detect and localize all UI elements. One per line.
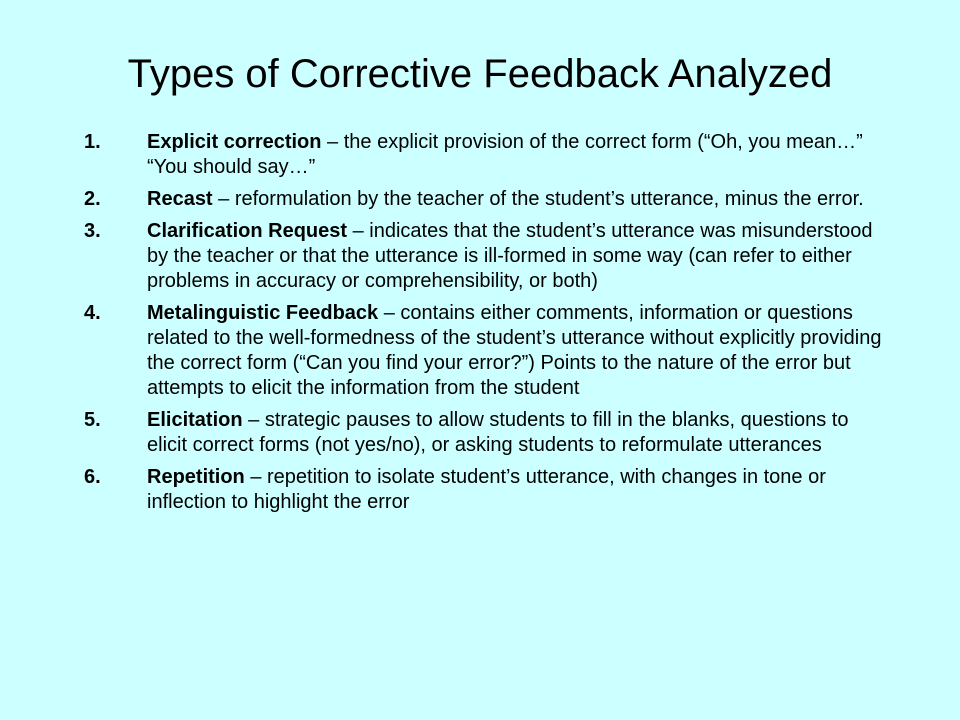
item-number: 1. — [84, 131, 101, 153]
item-term: Explicit correction — [147, 131, 322, 153]
item-text — [147, 301, 884, 401]
item-text — [147, 219, 884, 294]
item-term: Repetition — [147, 466, 245, 488]
item-text — [147, 465, 884, 515]
feedback-types-list — [84, 130, 884, 522]
item-number: 2. — [84, 188, 101, 210]
list-item — [84, 301, 884, 401]
item-number: 4. — [84, 302, 101, 324]
item-description: – the explicit provision of the correct form (“Oh, you mean…” “You should say…” — [147, 131, 863, 178]
item-description: – strategic pauses to allow students to fill in the blanks, questions to elicit correct forms (not yes/no), or asking students to reformulate utterances — [147, 409, 849, 456]
item-number: 6. — [84, 466, 101, 488]
list-item — [84, 465, 884, 515]
item-number: 5. — [84, 409, 101, 431]
list-item — [84, 187, 884, 212]
item-description: – indicates that the student’s utterance was misunderstood by the teacher or that the utterance is ill-formed in some way (can refer to either problems in accuracy or comprehensibility, or both) — [147, 220, 873, 292]
item-term: Elicitation — [147, 409, 243, 431]
item-description: – reformulation by the teacher of the student’s utterance, minus the error. — [212, 188, 864, 210]
item-number: 3. — [84, 220, 101, 242]
item-text — [147, 187, 884, 212]
item-description: – repetition to isolate student’s utterance, with changes in tone or inflection to highlight the error — [147, 466, 826, 513]
list-item — [84, 130, 884, 180]
item-term: Clarification Request — [147, 220, 348, 242]
list-item — [84, 408, 884, 458]
item-text — [147, 130, 884, 180]
item-term: Recast — [147, 188, 213, 210]
list-item — [84, 219, 884, 294]
item-term: Metalinguistic Feedback — [147, 302, 379, 324]
slide-title: Types of Corrective Feedback Analyzed — [127, 52, 833, 96]
item-description: – contains either comments, information or questions related to the well-formedness of the student’s utterance without explicitly providing the correct form (“Can you find your error?”) Points to the nature of the error but attempts to elicit the information from the student — [147, 302, 882, 399]
item-text — [147, 408, 884, 458]
